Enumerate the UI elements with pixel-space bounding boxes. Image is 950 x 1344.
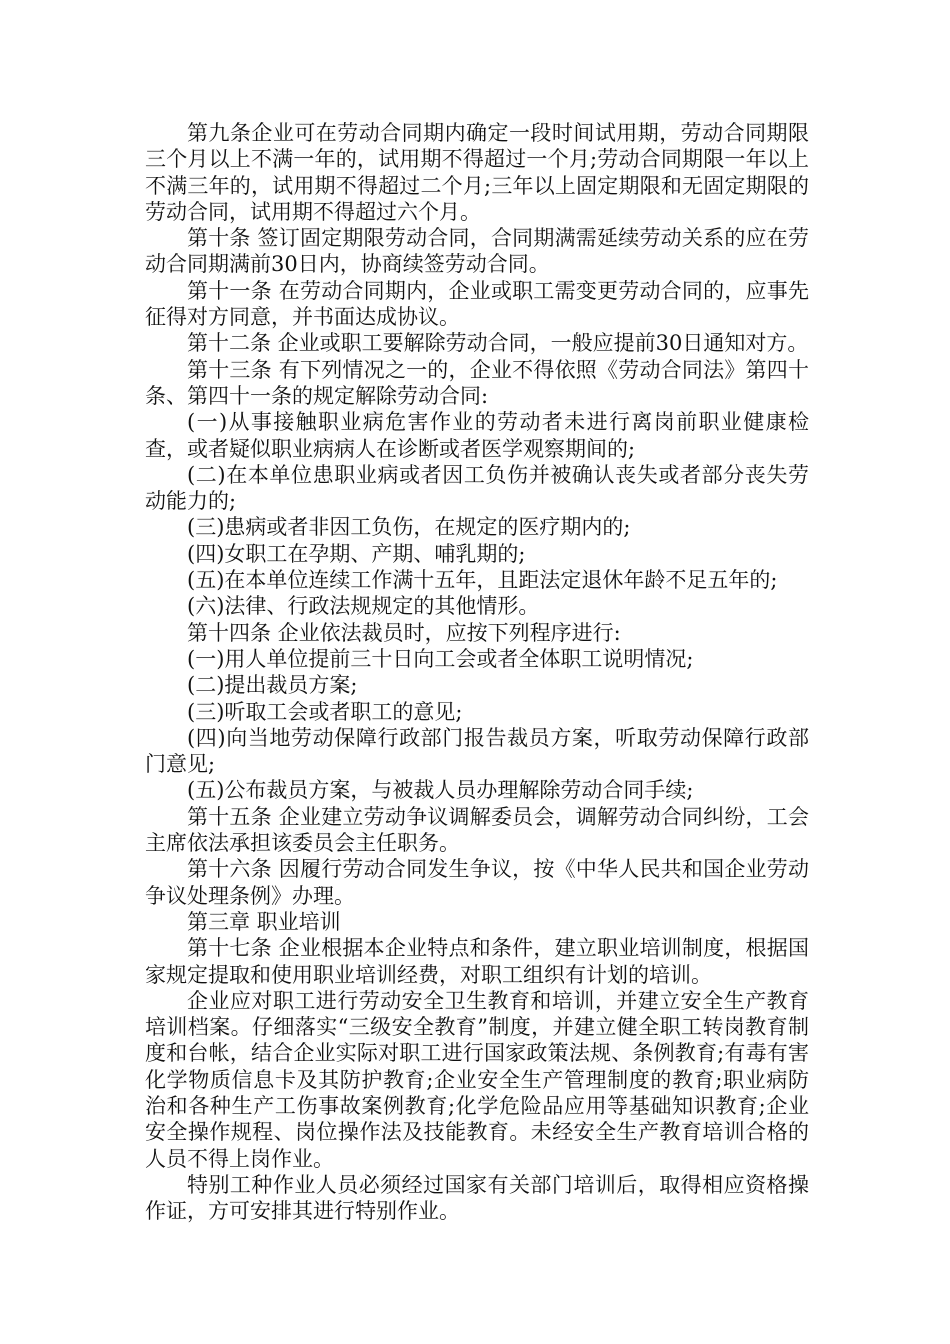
article-13-item-3: (三)患病或者非因工负伤，在规定的医疗期内的;	[187, 515, 631, 540]
article-13-item-4: (四)女职工在孕期、产期、哺乳期的;	[187, 541, 526, 566]
article-17: 第十七条 企业根据本企业特点和条件，建立职业培训制度，根据国家规定提取和使用职业培训经费，对职工组织有计划的培训。	[145, 936, 809, 987]
article-10: 第十条 签订固定期限劳动合同，合同期满需延续劳动关系的应在劳动合同期满前30日内，协商续签劳动合同。	[145, 226, 809, 277]
article-11: 第十一条 在劳动合同期内，企业或职工需变更劳动合同的，应事先征得对方同意，并书面达成协议。	[145, 278, 809, 330]
article-13-item-2: (二)在本单位患职业病或者因工负伤并被确认丧失或者部分丧失劳动能力的;	[145, 462, 809, 514]
chapter-3-heading: 第三章 职业培训	[187, 909, 341, 934]
article-13: 第十三条 有下列情况之一的，企业不得依照《劳动合同法》第四十条、第四十一条的规定解除劳动合同:	[145, 357, 809, 408]
article-13-item-1: (一)从事接触职业病危害作业的劳动者未进行离岗前职业健康检查，或者疑似职业病病人在诊断或者医学观察期间的;	[145, 410, 809, 461]
article-9: 第九条企业可在劳动合同期内确定一段时间试用期，劳动合同期限三个月以上不满一年的，试用期不得超过一个月;劳动合同期限一年以上不满三年的，试用期不得超过二个月;三年以上固定期限和无固定期限的劳动合同，试用期不得超过六个月。	[145, 121, 809, 224]
article-15: 第十五条 企业建立劳动争议调解委员会，调解劳动合同纠纷，工会主席依法承担该委员会主任职务。	[145, 804, 809, 856]
article-13-item-5: (五)在本单位连续工作满十五年，且距法定退休年龄不足五年的;	[187, 568, 778, 593]
article-13-item-6: (六)法律、行政法规规定的其他情形。	[187, 594, 540, 619]
article-14-item-3: (三)听取工会或者职工的意见;	[187, 699, 463, 724]
article-14-item-4: (四)向当地劳动保障行政部门报告裁员方案，听取劳动保障行政部门意见;	[145, 725, 809, 777]
article-14-item-2: (二)提出裁员方案;	[187, 673, 358, 698]
article-14-item-1: (一)用人单位提前三十日向工会或者全体职工说明情况;	[187, 646, 694, 671]
special-work-paragraph: 特别工种作业人员必须经过国家有关部门培训后，取得相应资格操作证，方可安排其进行特别作业。	[145, 1172, 809, 1224]
article-16: 第十六条 因履行劳动合同发生争议，按《中华人民共和国企业劳动争议处理条例》办理。	[145, 857, 809, 908]
safety-training-paragraph: 企业应对职工进行劳动安全卫生教育和培训，并建立安全生产教育培训档案。仔细落实“三级安全教育”制度，并建立健全职工转岗教育制度和台帐，结合企业实际对职工进行国家政策法规、条例教育;有毒有害化学物质信息卡及其防护教育;企业安全生产管理制度的教育;职业病防治和各种生产工伤事故案例教育;化学危险品应用等基础知识教育;企业安全操作规程、岗位操作法及技能教育。未经安全生产教育培训合格的人员不得上岗作业。	[145, 988, 809, 1171]
article-14: 第十四条 企业依法裁员时，应按下列程序进行:	[187, 620, 621, 645]
document-page	[145, 120, 809, 1224]
article-14-item-5: (五)公布裁员方案，与被裁人员办理解除劳动合同手续;	[187, 778, 694, 803]
article-12: 第十二条 企业或职工要解除劳动合同，一般应提前30日通知对方。	[187, 331, 809, 356]
